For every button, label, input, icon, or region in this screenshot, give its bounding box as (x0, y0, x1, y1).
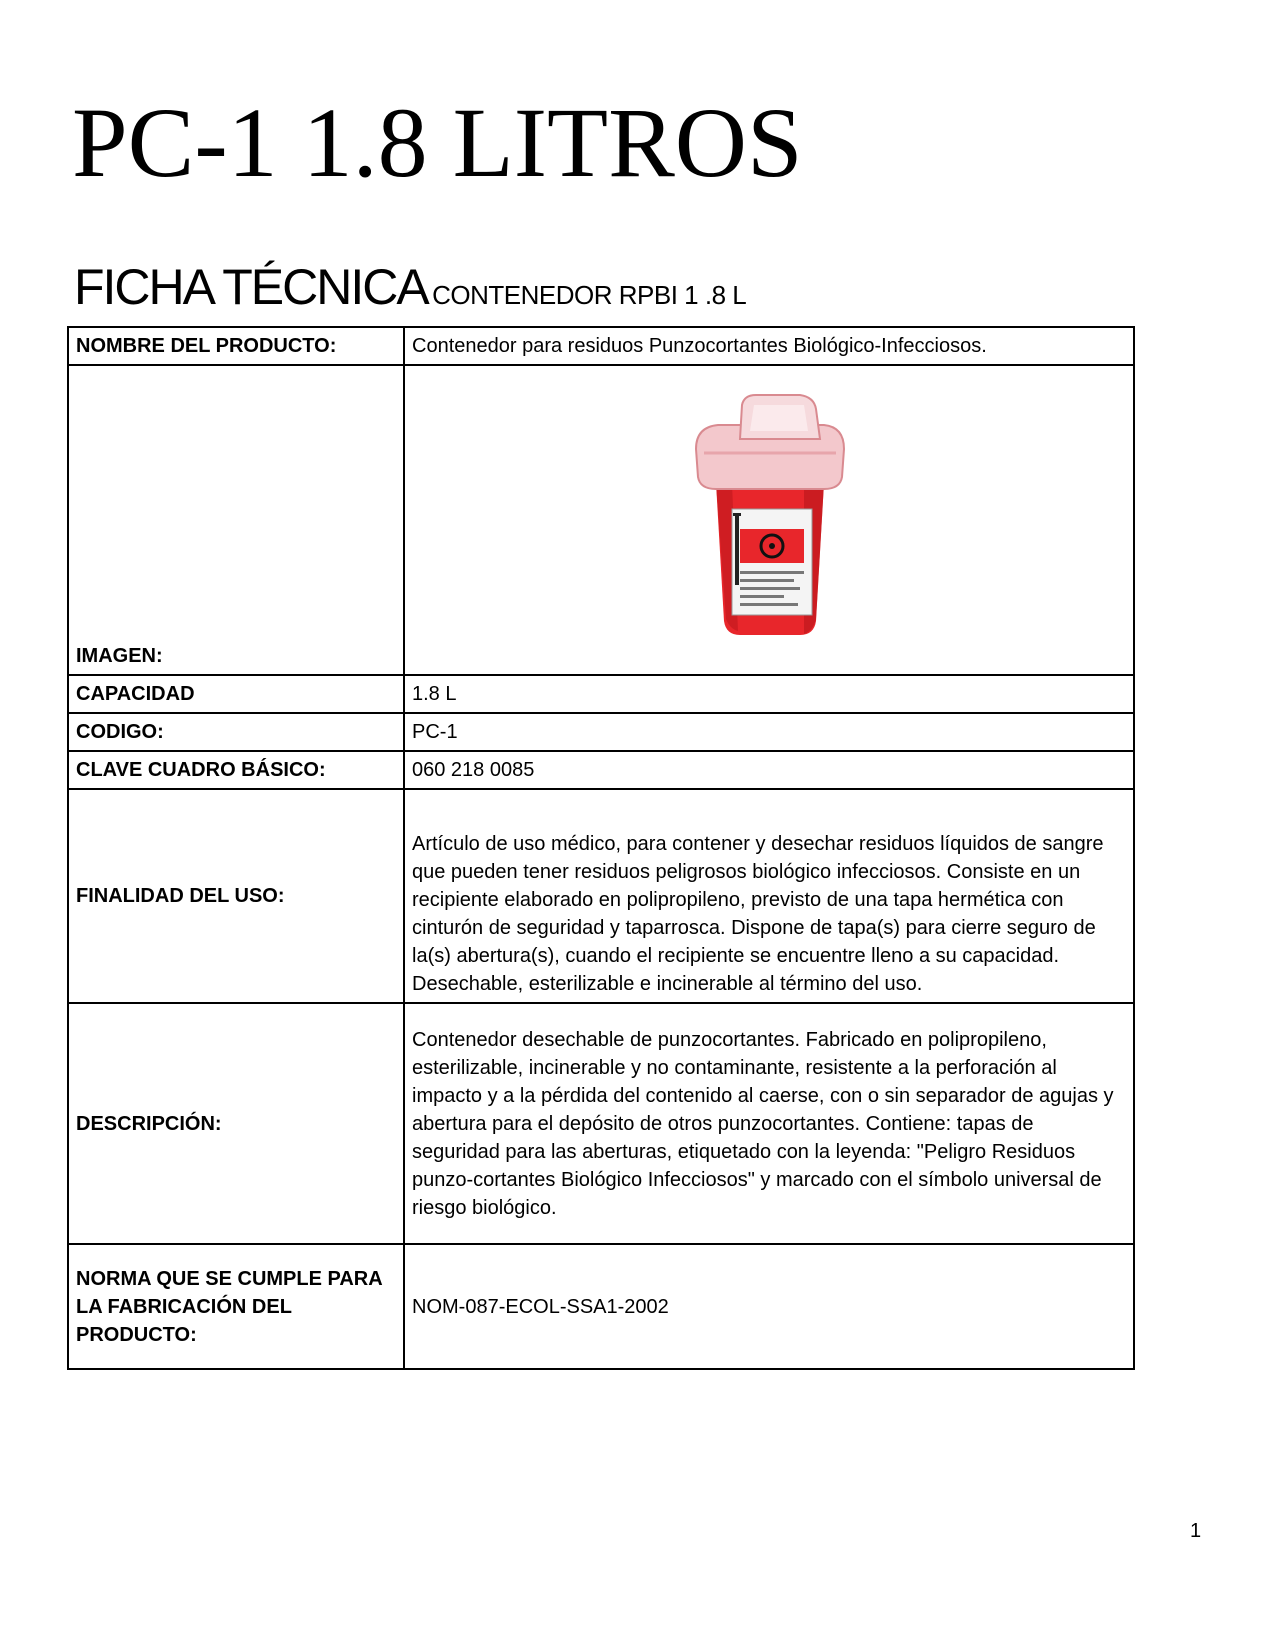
row-nombre (68, 327, 1134, 365)
technical-sheet-table (67, 326, 1135, 1370)
value-descripcion: Contenedor desechable de punzocortantes. Fabricado en polipropileno, esterilizable, incinerable y no contaminante, resistente a la perforación al impacto y a la pérdida del contenido al caerse, con o sin separador de agujas y abertura para el depósito de otros punzocortantes. Contiene: tapas de seguridad para las aberturas, etiquetado con la leyenda: "Peligro Residuos punzo-cortantes Biológico Infecciosos" y marcado con el símbolo universal de riesgo biológico. (404, 1003, 1134, 1244)
label-codigo: CODIGO: (68, 713, 404, 751)
value-capacidad: 1.8 L (404, 675, 1134, 713)
row-codigo (68, 713, 1134, 751)
page-title: PC-1 1.8 LITROS (72, 87, 803, 198)
label-descripcion: DESCRIPCIÓN: (68, 1003, 404, 1244)
row-clave (68, 751, 1134, 789)
label-norma: NORMA QUE SE CUMPLE PARA LA FABRICACIÓN DEL PRODUCTO: (68, 1244, 404, 1369)
row-descripcion (68, 1003, 1134, 1244)
row-imagen (68, 365, 1134, 675)
label-capacidad: CAPACIDAD (68, 675, 404, 713)
value-clave: 060 218 0085 (404, 751, 1134, 789)
value-norma: NOM-087-ECOL-SSA1-2002 (404, 1244, 1134, 1369)
sheet-heading-secondary: CONTENEDOR RPBI 1 .8 L (432, 280, 747, 310)
label-clave: CLAVE CUADRO BÁSICO: (68, 751, 404, 789)
label-imagen: IMAGEN: (68, 365, 404, 675)
value-nombre: Contenedor para residuos Punzocortantes Biológico-Infecciosos. (404, 327, 1134, 365)
row-finalidad (68, 789, 1134, 1003)
sharps-container-image (674, 391, 864, 641)
sheet-heading-main: FICHA TÉCNICA (74, 259, 428, 315)
label-finalidad: FINALIDAD DEL USO: (68, 789, 404, 1003)
value-codigo: PC-1 (404, 713, 1134, 751)
value-finalidad: Artículo de uso médico, para contener y desechar residuos líquidos de sangre que pueden tener residuos peligrosos biológico infecciosos. Consiste en un recipiente elaborado en polipropileno, previsto de una tapa hermética con cinturón de seguridad y taparrosca. Dispone de tapa(s) para cierre seguro de la(s) abertura(s), cuando el recipiente se encuentre lleno a su capacidad. Desechable, esterilizable e incinerable al término del uso. (404, 789, 1134, 1003)
label-nombre: NOMBRE DEL PRODUCTO: (68, 327, 404, 365)
value-imagen (404, 365, 1134, 675)
sheet-heading (74, 258, 746, 316)
row-norma (68, 1244, 1134, 1369)
row-capacidad (68, 675, 1134, 713)
page-number: 1 (1190, 1520, 1202, 1542)
